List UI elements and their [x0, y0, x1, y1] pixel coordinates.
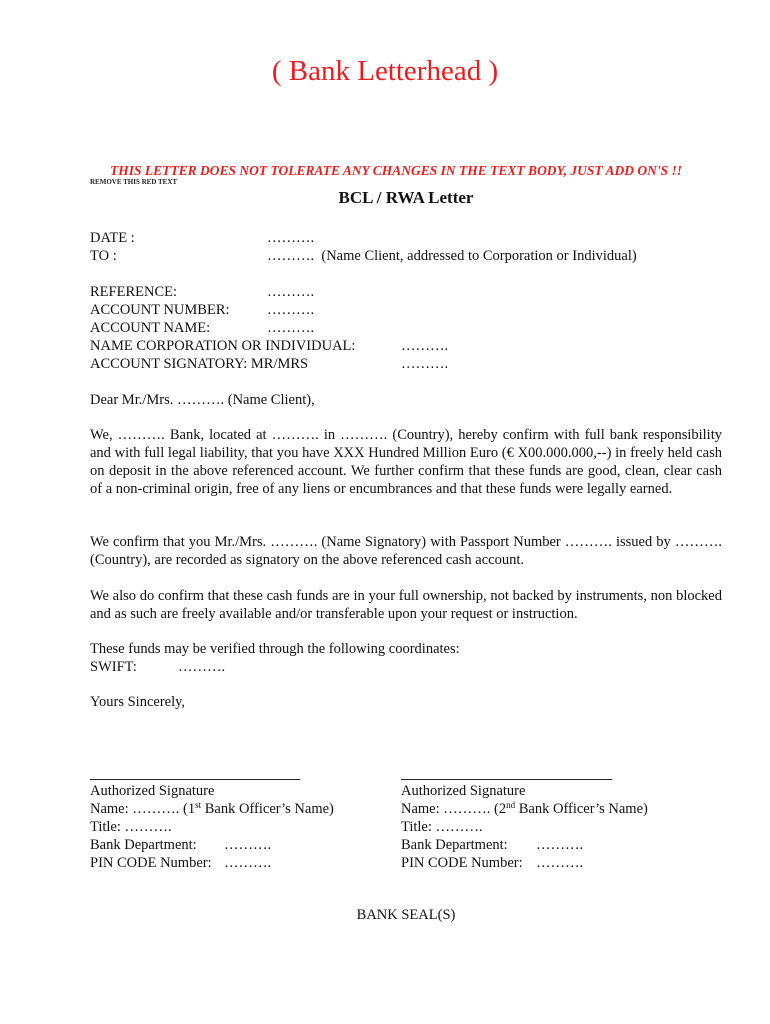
officer-name-1-prefix: Name: ………. (1	[90, 801, 196, 817]
pin-code-label-2: PIN CODE Number:	[401, 855, 523, 871]
name-corporation-value: ……….	[401, 338, 449, 354]
account-signatory-label: ACCOUNT SIGNATORY: MR/MRS	[90, 356, 309, 372]
account-name-value: ……….	[267, 320, 315, 336]
officer-name-2-prefix: Name: ………. (2	[401, 801, 507, 817]
paragraph-confirmation: We, ………. Bank, located at ………. in ………. (Country), hereby confirm with full bank responsibility and with full legal liability, that you have XXX Hundred Million Euro (€ X00.000.000,--) in freely held cash on deposit in the above referenced account. We further confirm that these funds are good, clean, clear cash of a non-criminal origin, free of any liens or encumbrances and that these funds were legally earned.	[90, 427, 722, 497]
bank-department-label-2: Bank Department:	[401, 837, 508, 853]
officer-name-1-ordinal: st	[195, 800, 202, 810]
remove-note: REMOVE THIS RED TEXT	[90, 178, 178, 186]
bank-department-label-1: Bank Department:	[90, 837, 197, 853]
signature-title-2: Authorized Signature	[401, 783, 526, 799]
pin-code-value-1: ……….	[224, 855, 272, 871]
bank-department-value-2: ……….	[536, 837, 584, 853]
bank-department-value-1: ……….	[224, 837, 272, 853]
letterhead-title: ( Bank Letterhead )	[271, 55, 499, 87]
paragraph-ownership: We also do confirm that these cash funds are in your full ownership, not backed by instruments, non blocked and as such are freely available and/or transferable upon your request or instruction.	[90, 588, 722, 622]
to-value	[267, 247, 637, 265]
to-label: TO :	[90, 248, 117, 264]
officer-name-2-suffix: Bank Officer’s Name)	[515, 801, 648, 817]
warning-text: THIS LETTER DOES NOT TOLERATE ANY CHANGES IN THE TEXT BODY, JUST ADD ON'S !!	[110, 163, 682, 178]
swift-label: SWIFT:	[90, 659, 137, 675]
officer-title-2: Title: ……….	[401, 819, 483, 835]
signature-line-2	[401, 779, 612, 780]
document-title: BCL / RWA Letter	[338, 188, 474, 207]
verify-text: These funds may be verified through the following coordinates:	[90, 641, 460, 657]
reference-label: REFERENCE:	[90, 284, 178, 300]
officer-name-2-ordinal: nd	[506, 800, 516, 810]
date-label: DATE :	[90, 230, 135, 246]
account-number-label: ACCOUNT NUMBER:	[90, 302, 230, 318]
closing: Yours Sincerely,	[90, 694, 186, 710]
salutation: Dear Mr./Mrs. ………. (Name Client),	[90, 392, 315, 408]
officer-name-1-suffix: Bank Officer’s Name)	[201, 801, 334, 817]
paragraph-signatory: We confirm that you Mr./Mrs. ………. (Name Signatory) with Passport Number ………. issued by ………. (Country), are recorded as signatory on the above referenced cash account.	[90, 534, 722, 568]
bank-seal-label: BANK SEAL(S)	[356, 907, 456, 923]
pin-code-value-2: ……….	[536, 855, 584, 871]
to-note: (Name Client, addressed to Corporation or Individual)	[314, 248, 637, 264]
reference-value: ……….	[267, 284, 315, 300]
account-signatory-value: ……….	[401, 356, 449, 372]
officer-title-1: Title: ……….	[90, 819, 172, 835]
to-dots: ……….	[267, 248, 315, 264]
swift-value: ……….	[178, 659, 226, 675]
officer-name-1	[90, 800, 334, 818]
officer-name-2	[401, 800, 648, 818]
signature-line-1	[90, 779, 300, 780]
account-name-label: ACCOUNT NAME:	[90, 320, 211, 336]
signature-title-1: Authorized Signature	[90, 783, 215, 799]
date-value: ……….	[267, 230, 315, 246]
name-corporation-label: NAME CORPORATION OR INDIVIDUAL:	[90, 338, 356, 354]
pin-code-label-1: PIN CODE Number:	[90, 855, 212, 871]
account-number-value: ……….	[267, 302, 315, 318]
